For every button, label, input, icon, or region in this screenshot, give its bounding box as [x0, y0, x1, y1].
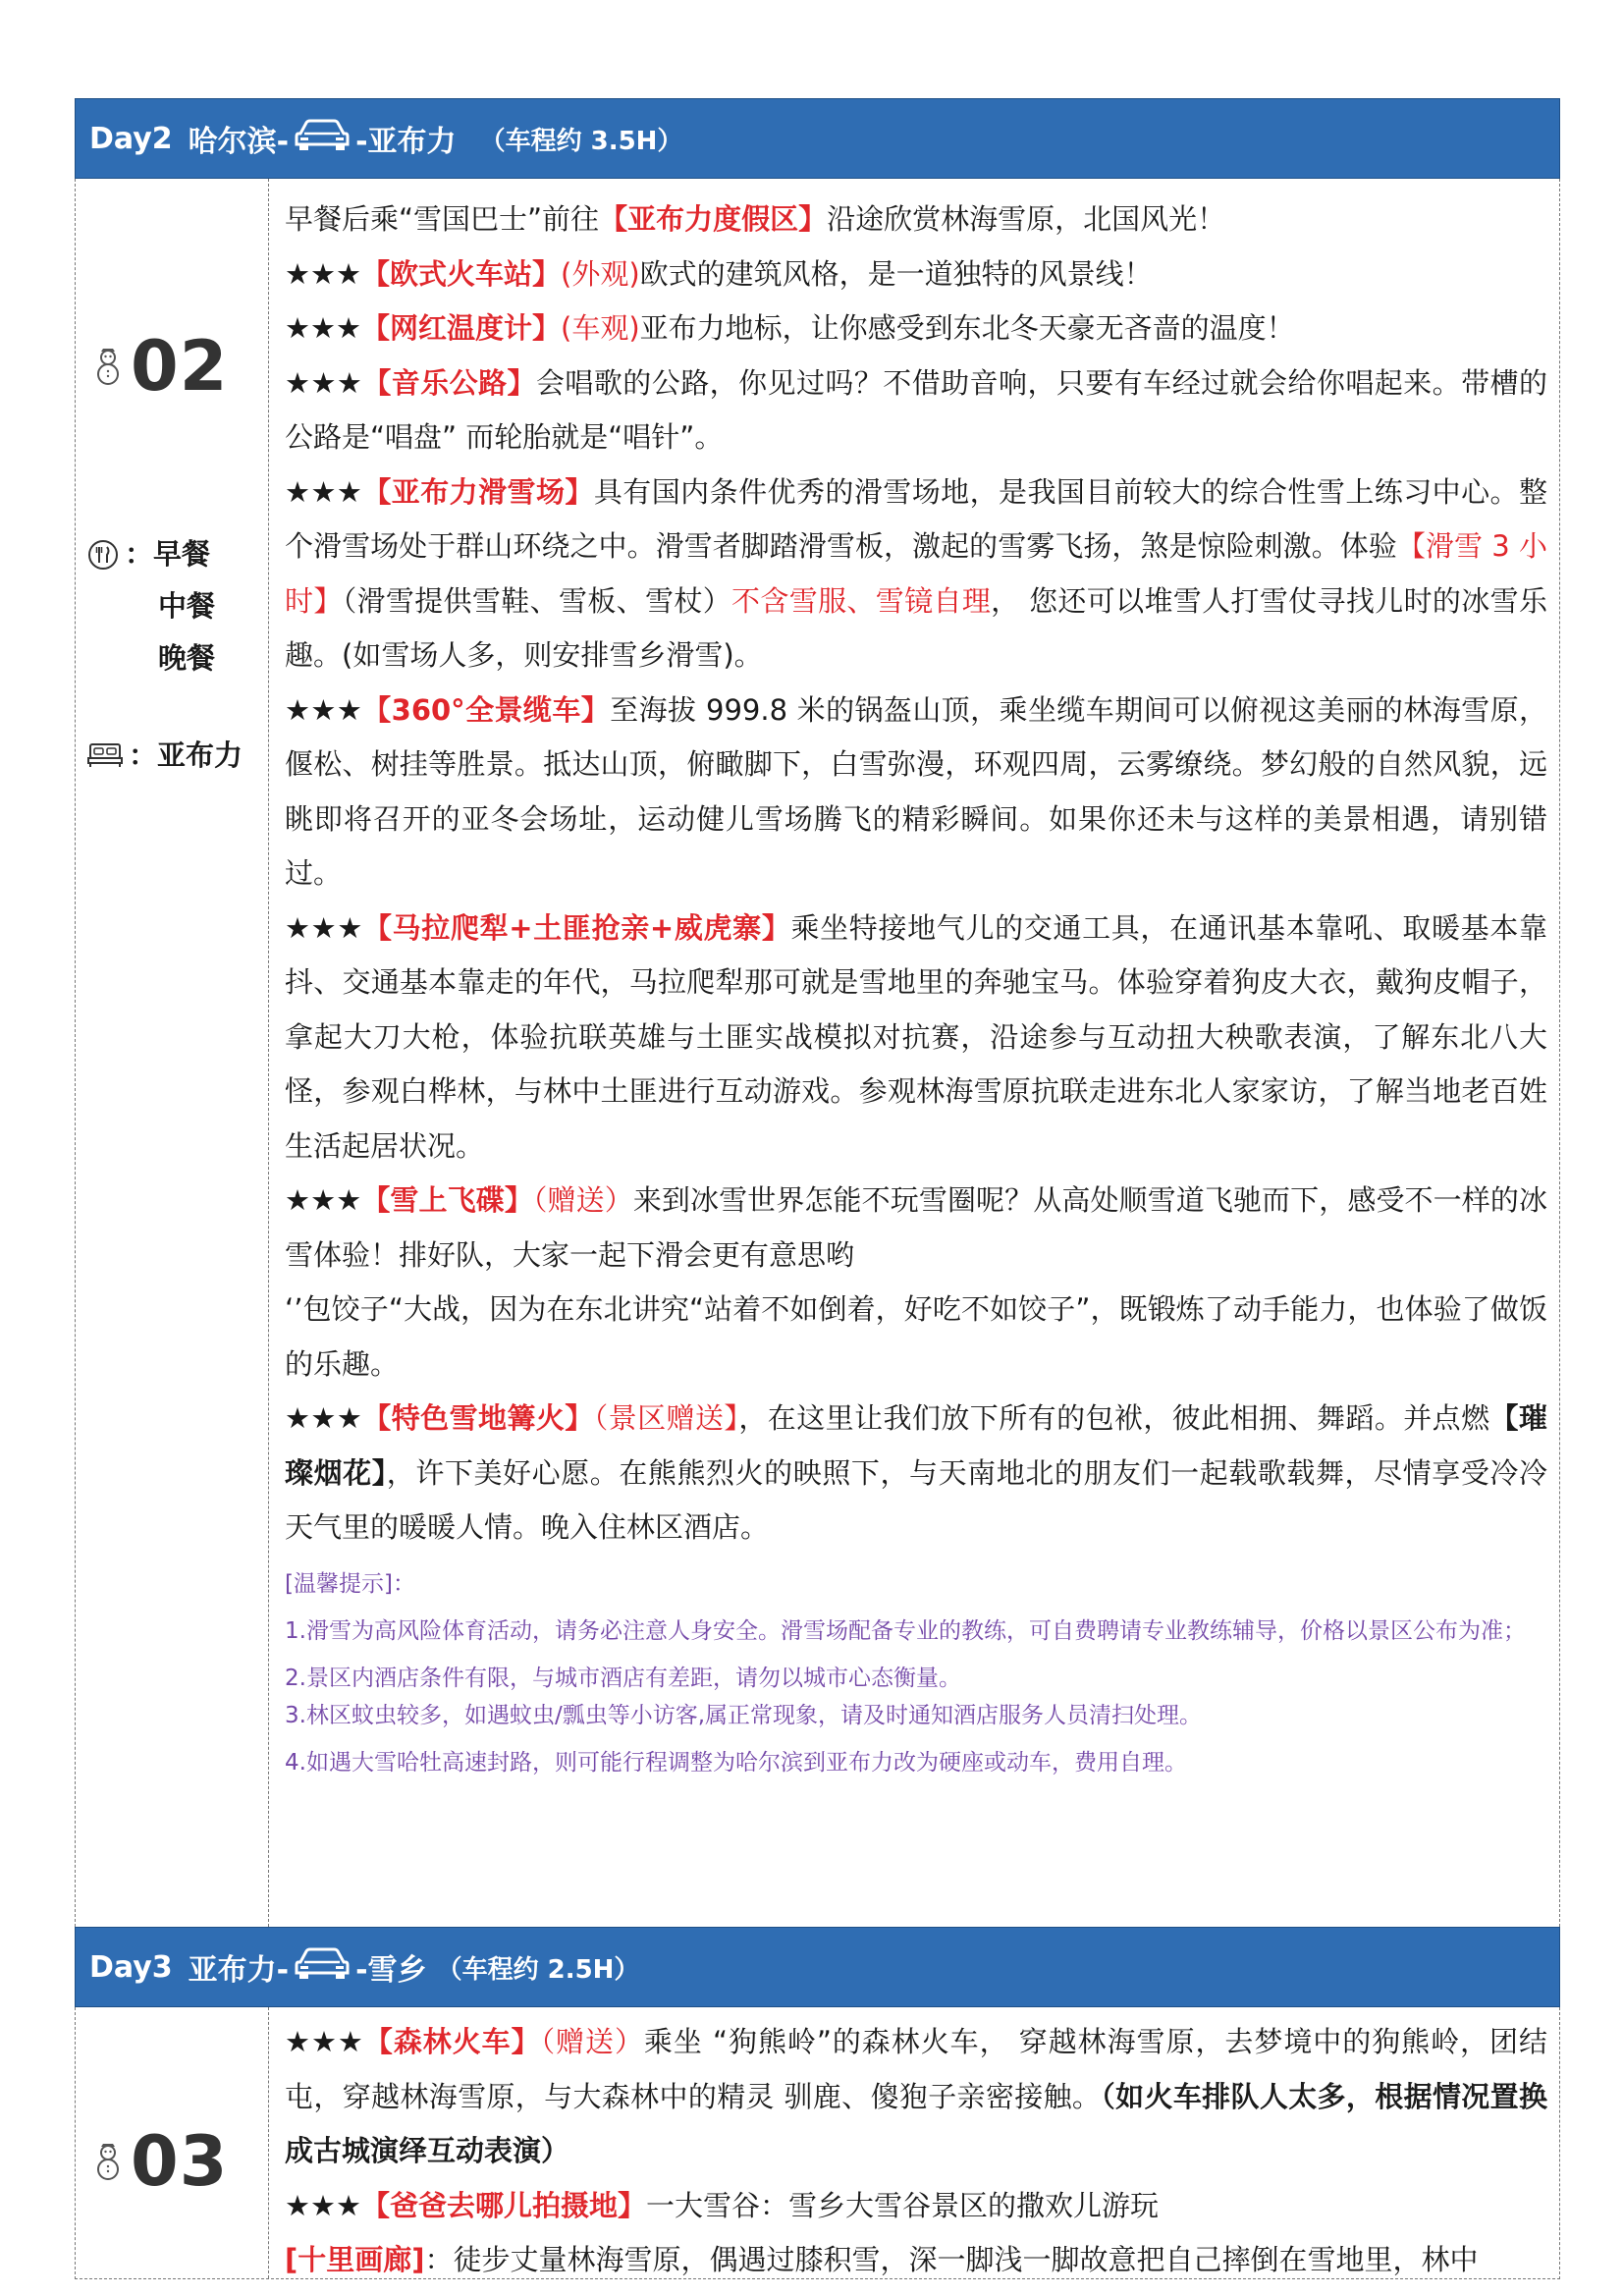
- day2-from: 哈尔滨-: [188, 125, 290, 159]
- day2-content: [269, 179, 1559, 1927]
- day3-sidebar: [76, 2007, 269, 2278]
- visit-note: (车观): [561, 311, 640, 345]
- day2-to: -亚布力: [355, 125, 457, 159]
- highlight-attraction: [十里画廊]: [285, 2243, 425, 2276]
- star-rating: ★★★: [285, 311, 361, 345]
- visit-note: (外观): [561, 256, 640, 291]
- dining-icon: [87, 539, 119, 571]
- day2-para-2: ★★★【欧式火车站】(外观)欧式的建筑风格，是一道独特的风景线！: [285, 256, 1153, 291]
- day3-header: [75, 1927, 1560, 2007]
- highlight-attraction: 【音乐公路】: [362, 365, 536, 400]
- day3-duration: （车程约 2.5H）: [436, 1954, 640, 1985]
- car-icon: [295, 1946, 350, 1988]
- star-rating: ★★★: [285, 474, 363, 509]
- gift-note: （赠送）: [540, 2025, 644, 2058]
- day2-para-5: ★★★【亚布力滑雪场】具有国内条件优秀的滑雪场地，是我国目前较大的综合性雪上练习中心。整个滑雪场处于群山环绕之中。滑雪者脚踏滑雪板，激起的雪雾飞扬，煞是惊险刺激。体验【滑雪 3 小时】（滑雪提供雪鞋、雪板、雪杖）不含雪服、雪镜自理， 您还可以堆雪人打雪仗寻找儿时的冰雪乐趣。(如雪场人多，则安排雪乡滑雪)。: [285, 474, 1547, 672]
- day2-number: 02: [131, 326, 229, 407]
- dinner-label: 晚餐: [158, 641, 216, 675]
- highlight-attraction: 【雪上飞碟】: [361, 1183, 533, 1217]
- star-rating: ★★★: [285, 2188, 361, 2222]
- day2-meals: [87, 528, 215, 684]
- tip-3: 3.林区蚊虫较多，如遇蚊虫/瓢虫等小访客,属正常现象，请及时通知酒店服务人员清扫处理。: [285, 1702, 1203, 1728]
- breakfast-label: ：早餐: [125, 537, 211, 571]
- highlight-attraction: 【360°全景缆车】: [362, 692, 611, 727]
- day3-label: Day3: [89, 1949, 173, 1985]
- day2-para-6: ★★★【360°全景缆车】至海拔 999.8 米的锅盔山顶，乘坐缆车期间可以俯视这美丽的林海雪原，偃松、树挂等胜景。抵达山顶，俯瞰脚下，白雪弥漫，环观四周，云雾缭绕。梦幻般的自然风貌，远眺即将召开的亚冬会场址，运动健儿雪场腾飞的精彩瞬间。如果你还未与这样的美景相遇，请别错过。: [285, 692, 1547, 890]
- day3-para-2: ★★★【爸爸去哪儿拍摄地】一大雪谷：雪乡大雪谷景区的撒欢儿游玩: [285, 2188, 1160, 2222]
- day3-body: [75, 2007, 1560, 2279]
- day2-duration: （车程约 3.5H）: [479, 126, 683, 156]
- day3-para-1: ★★★【森林火车】（赠送）乘坐 “狗熊岭”的森林火车， 穿越林海雪原，去梦境中的狗熊岭，团结屯，穿越林海雪原，与大森林中的精灵 驯鹿、傻狍子亲密接触。（如火车排队人太多，根据情况置换成古城演绎互动表演）: [285, 2025, 1547, 2167]
- star-rating: ★★★: [285, 2025, 364, 2058]
- highlight-attraction: 【欧式火车站】: [361, 256, 562, 291]
- day2-sidebar: [76, 179, 269, 1927]
- day3-to: -雪乡: [355, 1953, 427, 1988]
- star-rating: ★★★: [285, 256, 361, 291]
- tip-2: 2.景区内酒店条件有限，与城市酒店有差距，请勿以城市心态衡量。: [285, 1665, 961, 1691]
- highlight-attraction: 【森林火车】: [363, 2025, 541, 2058]
- highlight-attraction: 【亚布力度假区】: [599, 202, 828, 236]
- gift-note: （赠送）: [532, 1183, 633, 1217]
- star-rating: ★★★: [285, 692, 363, 727]
- tip-4: 4.如遇大雪哈牡高速封路，则可能行程调整为哈尔滨到亚布力改为硬座或动车，费用自理。: [285, 1749, 1187, 1776]
- alternative-note: （如火车排队人太多，根据情况置换成古城演绎互动表演）: [285, 2079, 1547, 2167]
- highlight-attraction: 【特色雪地篝火】: [362, 1401, 594, 1435]
- tips-title: [温馨提示]：: [285, 1570, 415, 1597]
- tip-1: 1.滑雪为高风险体育活动，请务必注意人身安全。滑雪场配备专业的教练，可自费聘请专业教练辅导，价格以景区公布为准；: [285, 1617, 1526, 1644]
- day2-para-1: 早餐后乘“雪国巴士”前往【亚布力度假区】沿途欣赏林海雪原，北国风光！: [285, 202, 1226, 236]
- lunch-label: 中餐: [158, 589, 216, 623]
- highlight-attraction: 【亚布力滑雪场】: [362, 474, 594, 509]
- day2-number-block: [89, 326, 228, 407]
- day2-para-8: ★★★【雪上飞碟】（赠送）来到冰雪世界怎能不玩雪圈呢？从高处顺雪道飞驰而下，感受不一样的冰雪体验！排好队，大家一起下滑会更有意思哟: [285, 1183, 1547, 1272]
- fireworks-highlight: 【璀璨烟花】: [285, 1401, 1547, 1490]
- bed-icon: [87, 740, 123, 768]
- hotel-label: ：亚布力: [129, 738, 243, 772]
- highlight-activity: 【滑雪 3 小时】: [285, 529, 1547, 618]
- tips-section: [285, 1565, 1547, 1781]
- star-rating: ★★★: [285, 910, 363, 945]
- star-rating: ★★★: [285, 365, 363, 400]
- star-rating: ★★★: [285, 1401, 363, 1435]
- day3-from: 亚布力-: [188, 1953, 290, 1988]
- day3-number: 03: [131, 2121, 229, 2202]
- day2-label: Day2: [89, 121, 173, 156]
- highlight-attraction: 【马拉爬犁+土匪抢亲+威虎寨】: [362, 910, 791, 945]
- highlight-attraction: 【网红温度计】: [361, 311, 562, 345]
- day3-number-block: [89, 2121, 228, 2202]
- day3-para-3: [十里画廊]：徒步丈量林海雪原，偶遇过膝积雪，深一脚浅一脚故意把自己摔倒在雪地里，林中: [285, 2243, 1479, 2276]
- star-rating: ★★★: [285, 1183, 362, 1217]
- day3-content: [269, 2007, 1559, 2278]
- day2-para-9: ‘’包饺子“大战，因为在东北讲究“站着不如倒着，好吃不如饺子”，既锻炼了动手能力，也体验了做饭的乐趣。: [285, 1292, 1547, 1381]
- snowman-icon: [89, 2142, 127, 2181]
- day2-para-10: ★★★【特色雪地篝火】（景区赠送】，在这里让我们放下所有的包袱，彼此相拥、舞蹈。并点燃【璀璨烟花】，许下美好心愿。在熊熊烈火的映照下，与天南地北的朋友们一起载歌载舞，尽情享受冷冷天气里的暖暖人情。晚入住林区酒店。: [285, 1401, 1547, 1544]
- exclusion-note: 不含雪服、雪镜自理: [731, 583, 992, 618]
- day2-body: [75, 179, 1560, 1927]
- highlight-attraction: 【爸爸去哪儿拍摄地】: [361, 2188, 647, 2222]
- day2-hotel: [87, 734, 243, 774]
- day2-para-4: ★★★【音乐公路】会唱歌的公路，你见过吗？不借助音响，只要有车经过就会给你唱起来。带槽的公路是“唱盘” 而轮胎就是“唱针”。: [285, 365, 1547, 454]
- day2-header: [75, 98, 1560, 179]
- day2-para-7: ★★★【马拉爬犁+土匪抢亲+威虎寨】乘坐特接地气儿的交通工具，在通讯基本靠吼、取暖基本靠抖、交通基本靠走的年代，马拉爬犁那可就是雪地里的奔驰宝马。体验穿着狗皮大衣，戴狗皮帽子，拿起大刀大枪，体验抗联英雄与土匪实战模拟对抗赛，沿途参与互动扭大秧歌表演，了解东北八大怪，参观白桦林，与林中土匪进行互动游戏。参观林海雪原抗联走进东北人家家访，了解当地老百姓生活起居状况。: [285, 910, 1547, 1163]
- itinerary-page: [75, 98, 1560, 2279]
- car-icon: [295, 118, 350, 159]
- gift-note: （景区赠送】: [593, 1401, 739, 1435]
- snowman-icon: [89, 347, 127, 386]
- day2-para-3: ★★★【网红温度计】(车观)亚布力地标，让你感受到东北冬天豪无吝啬的温度！: [285, 311, 1295, 345]
